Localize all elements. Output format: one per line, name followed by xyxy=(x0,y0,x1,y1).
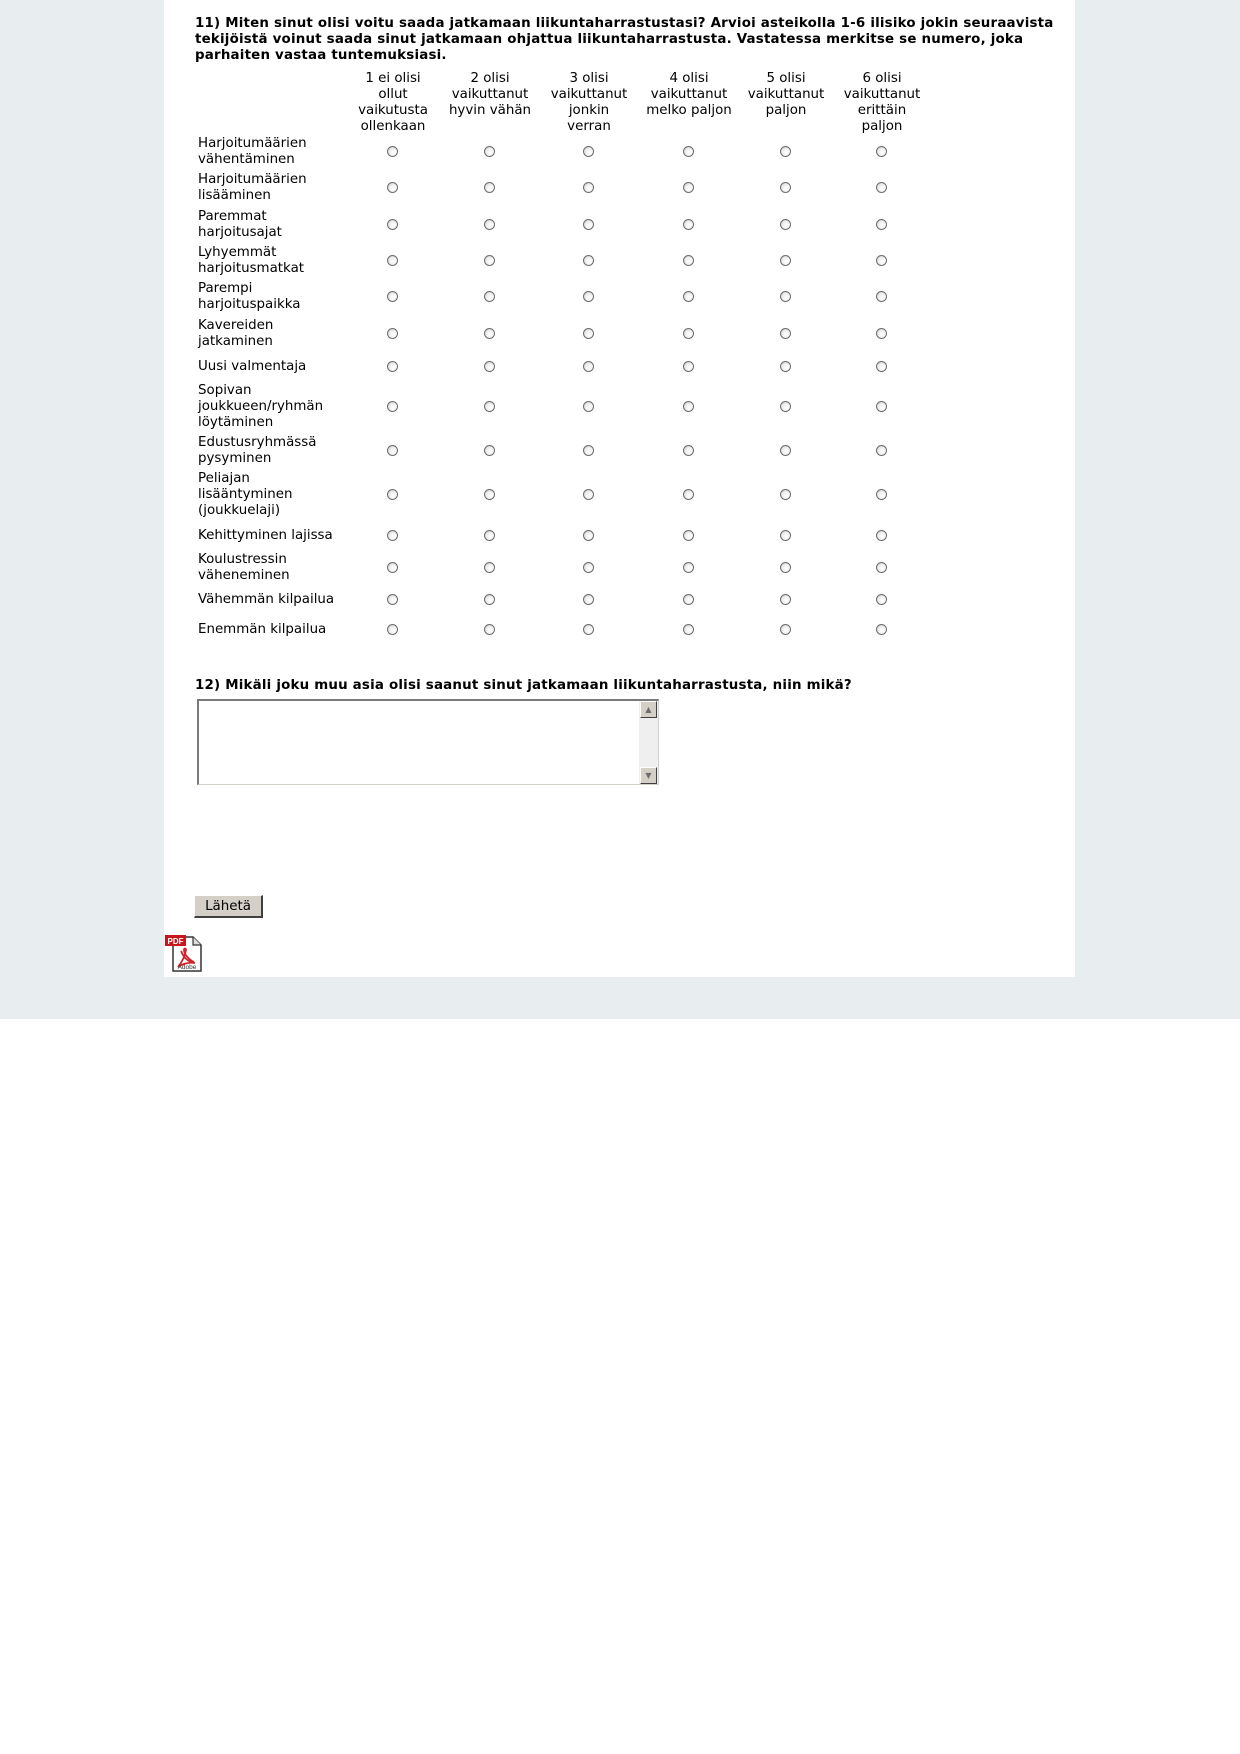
radio-button-scale-5[interactable] xyxy=(780,361,791,372)
radio-button-scale-1[interactable] xyxy=(387,624,398,635)
radio-button-scale-2[interactable] xyxy=(484,219,495,230)
radio-button-scale-6[interactable] xyxy=(876,255,887,266)
column-header-line: 3 olisi xyxy=(569,71,609,86)
column-header-scale-5 xyxy=(731,71,841,119)
column-header-line: ollut xyxy=(378,87,408,102)
row-label-line: Lyhyemmät xyxy=(198,245,277,260)
radio-button-scale-6[interactable] xyxy=(876,219,887,230)
radio-button-scale-2[interactable] xyxy=(484,489,495,500)
question-12-answer-input[interactable] xyxy=(199,701,637,783)
radio-button-scale-6[interactable] xyxy=(876,328,887,339)
radio-button-scale-5[interactable] xyxy=(780,624,791,635)
row-label-line: Sopivan xyxy=(198,383,252,398)
radio-button-scale-5[interactable] xyxy=(780,255,791,266)
column-header-line: verran xyxy=(567,119,611,134)
radio-button-scale-4[interactable] xyxy=(683,594,694,605)
column-header-line: paljon xyxy=(861,119,903,134)
radio-button-scale-4[interactable] xyxy=(683,328,694,339)
column-header-scale-3 xyxy=(534,71,644,135)
row-label-line: Edustusryhmässä xyxy=(198,435,317,450)
radio-button-scale-1[interactable] xyxy=(387,445,398,456)
radio-button-scale-3[interactable] xyxy=(583,328,594,339)
radio-button-scale-6[interactable] xyxy=(876,489,887,500)
radio-button-scale-2[interactable] xyxy=(484,624,495,635)
radio-button-scale-6[interactable] xyxy=(876,182,887,193)
column-header-line: melko paljon xyxy=(646,103,732,118)
radio-button-scale-1[interactable] xyxy=(387,219,398,230)
pdf-badge-text: PDF xyxy=(167,937,184,946)
radio-button-scale-1[interactable] xyxy=(387,530,398,541)
radio-button-scale-2[interactable] xyxy=(484,291,495,302)
question-12-answer-box xyxy=(197,699,659,785)
radio-button-scale-2[interactable] xyxy=(484,255,495,266)
radio-button-scale-6[interactable] xyxy=(876,624,887,635)
radio-button-scale-1[interactable] xyxy=(387,361,398,372)
radio-button-scale-1[interactable] xyxy=(387,291,398,302)
radio-button-scale-4[interactable] xyxy=(683,219,694,230)
column-header-scale-2 xyxy=(435,71,545,119)
row-label-line: lisääminen xyxy=(198,188,271,203)
row-label-line: Parempi xyxy=(198,281,253,296)
row-label xyxy=(198,209,348,241)
column-header-line: erittäin xyxy=(857,103,907,118)
row-label-line: Uusi valmentaja xyxy=(198,359,307,374)
radio-button-scale-3[interactable] xyxy=(583,489,594,500)
column-header-line: vaikuttanut xyxy=(550,87,628,102)
column-header-line: 5 olisi xyxy=(766,71,806,86)
radio-button-scale-6[interactable] xyxy=(876,530,887,541)
column-header-line: 6 olisi xyxy=(862,71,902,86)
radio-button-scale-4[interactable] xyxy=(683,361,694,372)
answer-scrollbar[interactable] xyxy=(639,701,658,784)
radio-button-scale-2[interactable] xyxy=(484,328,495,339)
row-label xyxy=(198,383,348,431)
radio-button-scale-2[interactable] xyxy=(484,445,495,456)
column-header-line: vaikuttanut xyxy=(843,87,921,102)
radio-button-scale-1[interactable] xyxy=(387,182,398,193)
radio-button-scale-4[interactable] xyxy=(683,624,694,635)
row-label-line: Kehittyminen lajissa xyxy=(198,528,333,543)
row-label-line: väheneminen xyxy=(198,568,290,583)
row-label xyxy=(198,592,348,608)
radio-button-scale-4[interactable] xyxy=(683,401,694,412)
radio-button-scale-5[interactable] xyxy=(780,401,791,412)
row-label xyxy=(198,471,348,519)
radio-button-scale-4[interactable] xyxy=(683,291,694,302)
pdf-icon[interactable] xyxy=(164,932,205,973)
column-header-line: ollenkaan xyxy=(360,119,426,134)
radio-button-scale-3[interactable] xyxy=(583,445,594,456)
column-header-scale-6 xyxy=(827,71,937,135)
radio-button-scale-6[interactable] xyxy=(876,562,887,573)
row-label-line: lisääntyminen xyxy=(198,487,293,502)
radio-button-scale-5[interactable] xyxy=(780,182,791,193)
radio-button-scale-3[interactable] xyxy=(583,624,594,635)
column-header-line: 4 olisi xyxy=(669,71,709,86)
radio-button-scale-5[interactable] xyxy=(780,489,791,500)
radio-button-scale-1[interactable] xyxy=(387,328,398,339)
column-header-line: vaikuttanut xyxy=(747,87,825,102)
radio-button-scale-4[interactable] xyxy=(683,182,694,193)
radio-button-scale-3[interactable] xyxy=(583,562,594,573)
row-label xyxy=(198,281,348,313)
column-header-scale-4 xyxy=(634,71,744,119)
radio-button-scale-5[interactable] xyxy=(780,328,791,339)
question-11-title: 11) Miten sinut olisi voitu saada jatkamaan liikuntaharrastustasi? Arvioi asteikolla 1-6 ilisiko jokin seuraavista tekijöistä voinut saada sinut jatkamaan ohjattua liikuntaharrastusta. Vastatessa merkitse se numero, joka parhaiten vastaa tuntemuksiasi. xyxy=(195,16,1054,63)
row-label-line: Vähemmän kilpailua xyxy=(198,592,335,607)
radio-button-scale-4[interactable] xyxy=(683,445,694,456)
column-header-line: hyvin vähän xyxy=(448,103,532,118)
radio-button-scale-5[interactable] xyxy=(780,291,791,302)
radio-button-scale-2[interactable] xyxy=(484,182,495,193)
radio-button-scale-2[interactable] xyxy=(484,146,495,157)
row-label-line: löytäminen xyxy=(198,415,274,430)
column-header-line: vaikuttanut xyxy=(451,87,529,102)
question-12-title: 12) Mikäli joku muu asia olisi saanut sinut jatkamaan liikuntaharrastusta, niin mikä? xyxy=(195,678,852,693)
scroll-down-arrow-icon[interactable]: ▼ xyxy=(640,767,657,784)
radio-button-scale-1[interactable] xyxy=(387,594,398,605)
column-header-line: 2 olisi xyxy=(470,71,510,86)
radio-button-scale-3[interactable] xyxy=(583,219,594,230)
row-label xyxy=(198,359,348,375)
radio-button-scale-5[interactable] xyxy=(780,594,791,605)
row-label-line: Harjoitumäärien xyxy=(198,136,307,151)
row-label xyxy=(198,136,348,168)
radio-button-scale-6[interactable] xyxy=(876,146,887,157)
radio-button-scale-5[interactable] xyxy=(780,530,791,541)
adobe-brand-text: Adobe xyxy=(177,964,197,971)
row-label-line: harjoitusajat xyxy=(198,225,282,240)
radio-button-scale-1[interactable] xyxy=(387,489,398,500)
row-label xyxy=(198,622,348,638)
radio-button-scale-3[interactable] xyxy=(583,182,594,193)
row-label xyxy=(198,245,348,277)
radio-button-scale-3[interactable] xyxy=(583,361,594,372)
radio-button-scale-6[interactable] xyxy=(876,361,887,372)
radio-button-scale-2[interactable] xyxy=(484,361,495,372)
radio-button-scale-1[interactable] xyxy=(387,401,398,412)
radio-button-scale-4[interactable] xyxy=(683,530,694,541)
radio-button-scale-5[interactable] xyxy=(780,562,791,573)
radio-button-scale-2[interactable] xyxy=(484,401,495,412)
radio-button-scale-4[interactable] xyxy=(683,146,694,157)
radio-button-scale-3[interactable] xyxy=(583,530,594,541)
column-header-line: vaikutusta xyxy=(358,103,428,118)
radio-button-scale-3[interactable] xyxy=(583,291,594,302)
radio-button-scale-4[interactable] xyxy=(683,562,694,573)
row-label xyxy=(198,435,348,467)
row-label xyxy=(198,528,348,544)
radio-button-scale-3[interactable] xyxy=(583,255,594,266)
scroll-up-arrow-icon[interactable]: ▲ xyxy=(640,701,657,718)
submit-button[interactable]: Lähetä xyxy=(194,895,263,918)
row-label-line: harjoitusmatkat xyxy=(198,261,305,276)
radio-button-scale-1[interactable] xyxy=(387,562,398,573)
radio-button-scale-1[interactable] xyxy=(387,146,398,157)
row-label-line: Enemmän kilpailua xyxy=(198,622,327,637)
radio-button-scale-5[interactable] xyxy=(780,146,791,157)
row-label-line: jatkaminen xyxy=(198,334,273,349)
row-label-line: pysyminen xyxy=(198,451,272,466)
radio-button-scale-6[interactable] xyxy=(876,401,887,412)
column-header-line: paljon xyxy=(765,103,807,118)
radio-button-scale-5[interactable] xyxy=(780,219,791,230)
radio-button-scale-4[interactable] xyxy=(683,489,694,500)
radio-button-scale-6[interactable] xyxy=(876,291,887,302)
radio-button-scale-1[interactable] xyxy=(387,255,398,266)
row-label-line: Kavereiden xyxy=(198,318,274,333)
row-label-line: (joukkuelaji) xyxy=(198,503,281,518)
radio-button-scale-5[interactable] xyxy=(780,445,791,456)
radio-button-scale-3[interactable] xyxy=(583,594,594,605)
row-label-line: harjoituspaikka xyxy=(198,297,301,312)
column-header-line: jonkin xyxy=(568,103,610,118)
radio-button-scale-2[interactable] xyxy=(484,562,495,573)
radio-button-scale-4[interactable] xyxy=(683,255,694,266)
row-label-line: Paremmat xyxy=(198,209,267,224)
radio-button-scale-6[interactable] xyxy=(876,445,887,456)
row-label xyxy=(198,552,348,584)
column-header-line: 1 ei olisi xyxy=(365,71,421,86)
column-header-line: vaikuttanut xyxy=(650,87,728,102)
row-label-line: joukkueen/ryhmän xyxy=(198,399,324,414)
row-label-line: Harjoitumäärien xyxy=(198,172,307,187)
row-label-line: Peliajan xyxy=(198,471,250,486)
radio-button-scale-6[interactable] xyxy=(876,594,887,605)
radio-button-scale-3[interactable] xyxy=(583,401,594,412)
radio-button-scale-2[interactable] xyxy=(484,594,495,605)
row-label-line: Koulustressin xyxy=(198,552,287,567)
row-label xyxy=(198,318,348,350)
radio-button-scale-2[interactable] xyxy=(484,530,495,541)
column-header-scale-1 xyxy=(338,71,448,135)
row-label xyxy=(198,172,348,204)
radio-button-scale-3[interactable] xyxy=(583,146,594,157)
row-label-line: vähentäminen xyxy=(198,152,295,167)
